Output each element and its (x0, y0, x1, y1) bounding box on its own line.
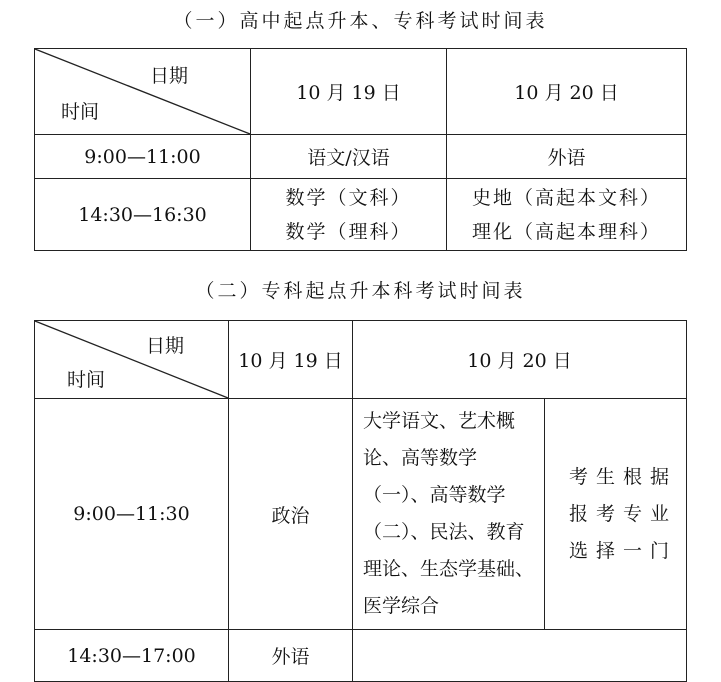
table2-title: （二）专科起点升本科考试时间表 (195, 280, 526, 302)
time-header-label: 时间 (67, 369, 106, 391)
date-column-header: 10 月 20 日 (353, 321, 687, 399)
subject-cell: 语文/汉语 (251, 135, 447, 179)
exam-schedule-table-2 (34, 320, 687, 682)
subject-cell (251, 179, 447, 251)
subject-cell: 外语 (229, 630, 353, 682)
subject-cell: 政治 (229, 399, 353, 630)
table-row (35, 179, 687, 251)
date-header-label: 日期 (145, 335, 184, 357)
time-header-label: 时间 (61, 101, 100, 123)
subject-line: 数学（文科） (285, 186, 412, 209)
subject-line: 数学（理科） (285, 220, 412, 243)
table-row (35, 135, 687, 179)
subject-cell (447, 179, 687, 251)
diagonal-header-cell (35, 321, 229, 399)
subject-line: 理化（高起本理科） (471, 220, 661, 243)
date-column-header: 10 月 19 日 (229, 321, 353, 399)
time-cell: 9:00—11:00 (35, 135, 251, 179)
subject-list-cell: 大学语文、艺术概论、高等数学（一）、高等数学（二）、民法、教育理论、生态学基础、医学综合 (353, 399, 545, 630)
table1-title: （一）高中起点升本、专科考试时间表 (173, 10, 548, 32)
date-header-label: 日期 (149, 65, 188, 87)
time-cell: 14:30—16:30 (35, 179, 251, 251)
exam-schedule-table-1 (34, 48, 687, 251)
table-row (35, 630, 687, 682)
selection-note-cell: 考生根据报考专业选择一门 (545, 399, 687, 630)
subject-line: 史地（高起本文科） (471, 186, 661, 209)
time-cell: 14:30—17:00 (35, 630, 229, 682)
table-row (35, 399, 687, 630)
date-column-header: 10 月 19 日 (251, 49, 447, 135)
date-column-header: 10 月 20 日 (447, 49, 687, 135)
diagonal-divider (35, 321, 228, 398)
subject-cell: 外语 (447, 135, 687, 179)
diagonal-header-cell (35, 49, 251, 135)
time-cell: 9:00—11:30 (35, 399, 229, 630)
subject-cell (353, 630, 687, 682)
